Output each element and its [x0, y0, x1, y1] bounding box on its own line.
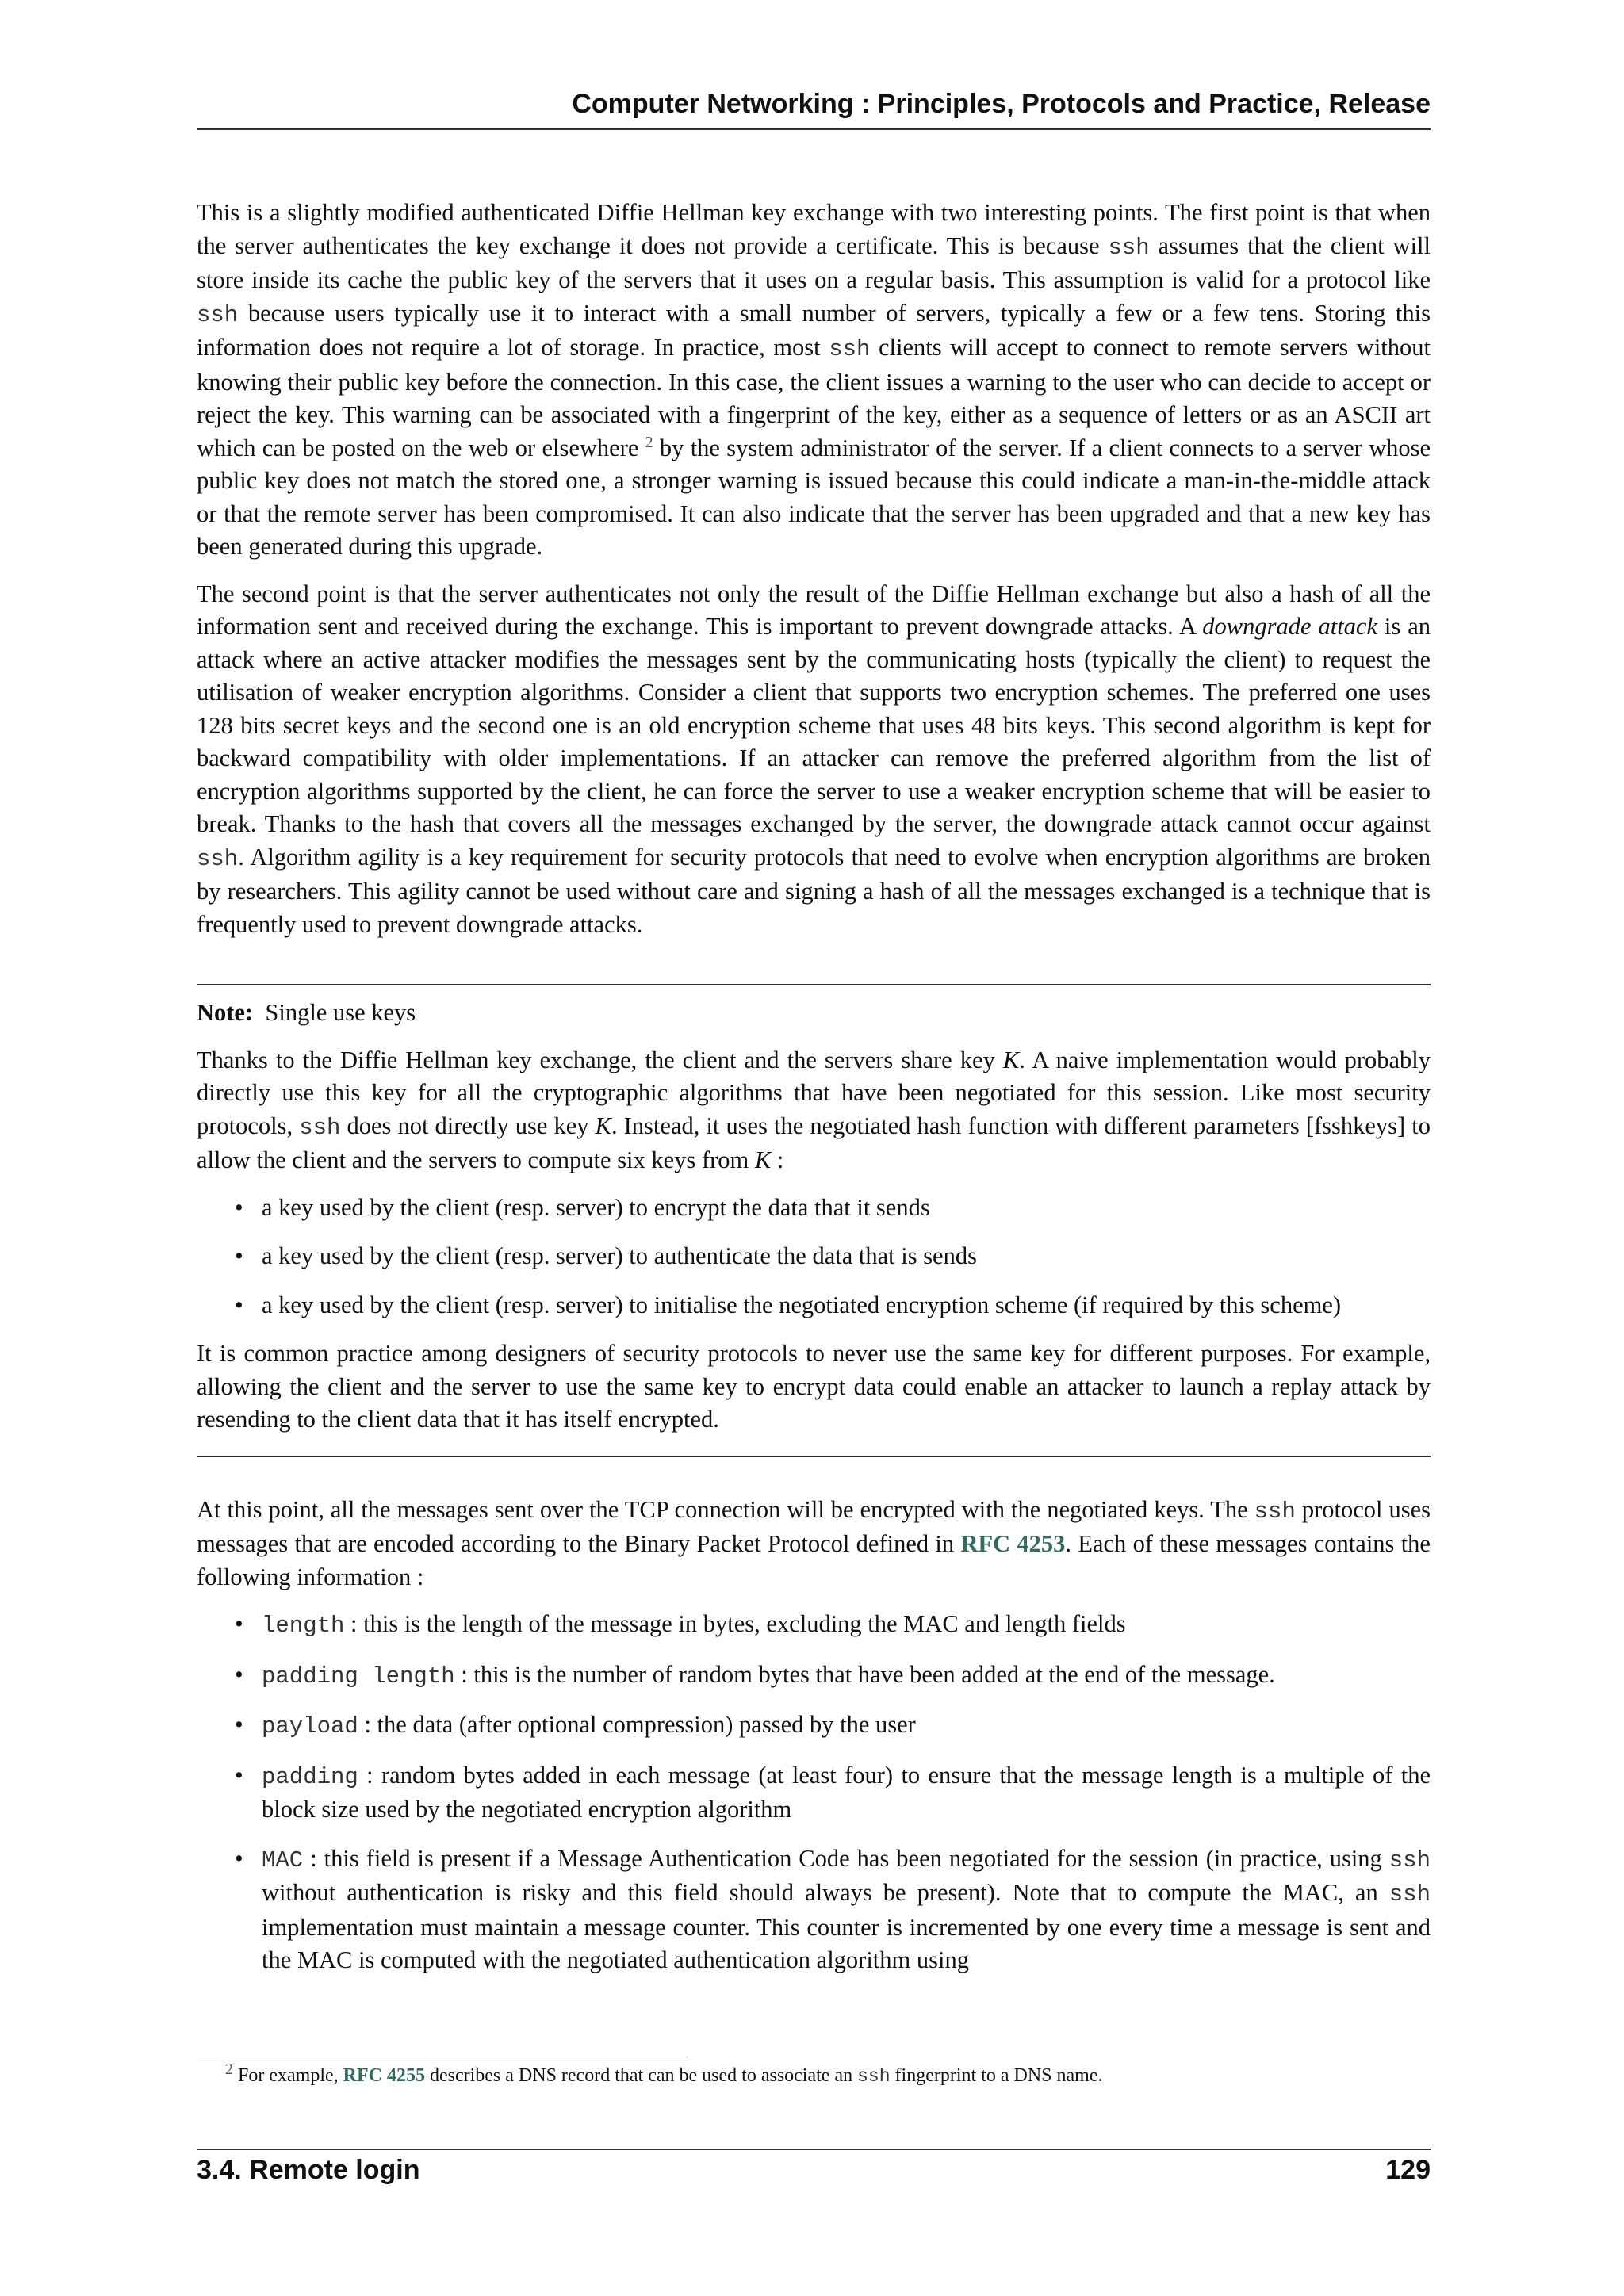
footer-rule — [197, 2149, 1431, 2150]
code-ssh: ssh — [299, 1114, 341, 1141]
rfc-4253-link[interactable]: RFC 4253 — [960, 1530, 1066, 1557]
list-item: • length : this is the length of the message in bytes, excluding the MAC and length fields — [262, 1608, 1431, 1643]
page-number: 129 — [1385, 2155, 1431, 2185]
page — [197, 0, 1431, 2296]
note-paragraph: Thanks to the Diffie Hellman key exchange, the client and the servers share key K. A naive implementation would probably directly use this key for all the cryptographic algorithms that have been negotiated for this session. Like most security protocols, ssh does not directly use key K. Instead, it uses the negotiated hash function with different parameters [fsshkeys] to allow the client and the servers to compute six keys from K : — [197, 1046, 1431, 1173]
note-box — [197, 984, 1431, 1457]
field-code: length — [262, 1613, 345, 1639]
footnote: $^2$ For example, RFC 4255 describes a DNS record that can be used to associate an ssh fingerprint to a DNS name. — [225, 2061, 1103, 2087]
main-content — [197, 197, 1431, 1993]
code-ssh: ssh — [197, 845, 239, 872]
code-ssh: ssh — [857, 2066, 891, 2087]
note-label: Note: — [197, 999, 254, 1026]
list-item: • a key used by the client (resp. server) to authenticate the data that is sends — [262, 1240, 1431, 1273]
code-ssh: ssh — [829, 336, 871, 362]
header-rule — [197, 128, 1431, 130]
code-ssh: ssh — [1388, 1846, 1431, 1873]
paragraph-downgrade: The second point is that the server authenticates not only the result of the Diffie Hellman exchange but also a hash of all the information sent and received during the exchange. This is important to prevent downgrade attacks. A downgrade attack is an attack where an active attacker modifies the messages sent by the communicating hosts (typically the client) to request the utilisation of weaker encryption algorithms. Consider a client that supports two encryption schemes. The preferred one uses 128 bits secret keys and the second one is an old encryption scheme that uses 48 bits keys. This second algorithm is kept for backward compatibility with older implementations. If an attacker can remove the preferred algorithm from the list of encryption algorithms supported by the client, he can force the server to use a weaker encryption scheme that will be easier to break. Thanks to the hash that covers all the messages exchanged by the server, the downgrade attack cannot occur against ssh. Algorithm agility is a key requirement for security protocols that need to evolve when encryption algorithms are broken by researchers. This agility cannot be used without care and signing a hash of all the messages exchanged is a technique that is frequently used to prevent downgrade attacks. — [197, 580, 1431, 938]
list-item: • MAC : this field is present if a Message Authentication Code has been negotiated for the session (in practice, using ssh without authentication is risky and this field should always be present). Note that to compute the MAC, an ssh implementation must maintain a message counter. This counter is incremented by one every time a message is sent and the MAC is computed with the negotiated authentication algorithm using — [262, 1843, 1431, 1977]
field-code: MAC — [262, 1846, 304, 1873]
code-ssh: ssh — [197, 301, 239, 328]
running-header: Computer Networking : Principles, Protocols and Practice, Release — [572, 89, 1431, 119]
footnote-ref-link[interactable]: 2 — [645, 433, 653, 451]
note-paragraph: It is common practice among designers of security protocols to never use the same key for different purposes. For example, allowing the client and the server to use the same key to encrypt data could enable an attacker to launch a replay attack by resending to the client data that it has itself encrypted. — [197, 1340, 1431, 1433]
code-ssh: ssh — [1388, 1881, 1431, 1908]
keys-list — [197, 1192, 1431, 1322]
field-code: padding length — [262, 1663, 455, 1689]
paragraph-binary-packet: At this point, all the messages sent over the TCP connection will be encrypted with the negotiated keys. The ssh protocol uses messages that are encoded according to the Binary Packet Protocol defined in RFC 4253. Each of these messages contains the following information : — [197, 1495, 1431, 1590]
math-k: K — [1002, 1046, 1020, 1073]
list-item: • padding length : this is the number of random bytes that have been added at the end of the message. — [262, 1659, 1431, 1693]
section-title: 3.4. Remote login — [197, 2155, 420, 2185]
note-title: Note: Single use keys — [197, 999, 416, 1026]
fields-list — [197, 1608, 1431, 1977]
math-k: K — [595, 1112, 611, 1139]
code-ssh: ssh — [1108, 234, 1150, 261]
math-k: K — [754, 1146, 772, 1173]
list-item: • payload : the data (after optional compression) passed by the user — [262, 1709, 1431, 1743]
rfc-4255-link[interactable]: RFC 4255 — [343, 2065, 425, 2086]
list-item: • a key used by the client (resp. server) to initialise the negotiated encryption scheme (if required by this scheme) — [262, 1289, 1431, 1322]
list-item: • padding : random bytes added in each message (at least four) to ensure that the message length is a multiple of the block size used by the negotiated encryption algorithm — [262, 1759, 1431, 1827]
list-item: • a key used by the client (resp. server) to encrypt the data that it sends — [262, 1192, 1431, 1225]
running-footer — [197, 2155, 1431, 2186]
field-code: padding — [262, 1763, 358, 1790]
code-ssh: ssh — [1254, 1498, 1296, 1525]
term-downgrade-attack: downgrade attack — [1202, 613, 1377, 640]
field-code: payload — [262, 1713, 358, 1739]
paragraph-key-exchange: This is a slightly modified authenticated Diffie Hellman key exchange with two interesting points. The first point is that when the server authenticates the key exchange it does not provide a certificate. This is because ssh assumes that the client will store inside its cache the public key of the servers that it uses on a regular basis. This assumption is valid for a protocol like ssh because users typically use it to interact with a small number of servers, typically a few or a few tens. Storing this information does not require a lot of storage. In practice, most ssh clients will accept to connect to remote servers without knowing their public key before the connection. In this case, the client issues a warning to the user who can decide to accept or reject the key. This warning can be associated with a fingerprint of the key, either as a sequence of letters or as an ASCII art which can be posted on the web or elsewhere $^2$ by the system administrator of the server. If a client connects to a server whose public key does not match the stored one, a stronger warning is issued because this could indicate a man-in-the-middle attack or that the remote server has been compromised. It can also indicate that the server has been upgraded and that a new key has been generated during this upgrade. — [197, 199, 1431, 560]
footnote-number: 2 — [225, 2061, 233, 2078]
